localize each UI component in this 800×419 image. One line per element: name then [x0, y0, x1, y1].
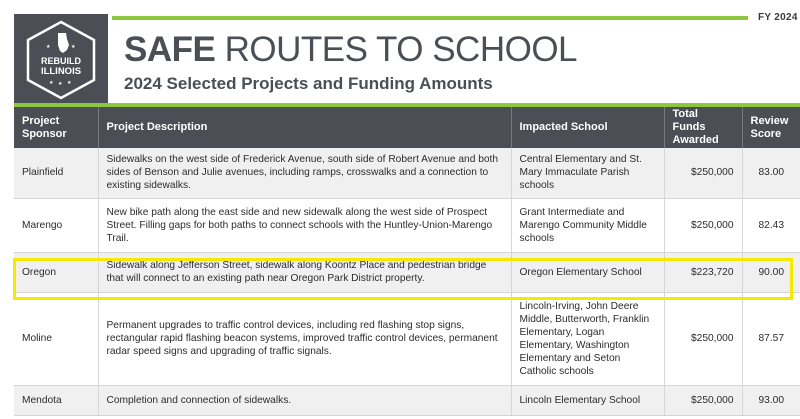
column-header-score: Review Score [742, 107, 800, 148]
hexagon-badge-icon [14, 14, 108, 106]
illinois-map-icon [58, 33, 69, 53]
cell-funds: $250,000 [664, 148, 742, 198]
table-row [14, 198, 800, 252]
svg-text:★: ★ [49, 80, 54, 86]
cell-description: Sidewalks on the west side of Frederick Avenue, south side of Robert Avenue and both sides of Benson and Julie avenues, including ramps, crosswalks and a connection to existing sidewalks. [98, 148, 511, 198]
fiscal-year-label: FY 2024 [758, 12, 798, 23]
rebuild-illinois-logo [14, 14, 108, 106]
cell-score: 82.43 [742, 198, 800, 252]
cell-school: Oregon Elementary School [511, 252, 664, 292]
cell-description: Completion and connection of sidewalks. [98, 385, 511, 415]
cell-description: Sidewalk along Jefferson Street, sidewalk along Koontz Place and pedestrian bridge that will connect to an existing path near Oregon Park District property. [98, 252, 511, 292]
cell-sponsor: Moline [14, 292, 98, 385]
title-bold: SAFE [124, 30, 216, 69]
cell-school: Lincoln-Irving, John Deere Middle, Butterworth, Franklin Elementary, Logan Elementary, Washington Elementary and Seton Catholic schools [511, 292, 664, 385]
column-header-description: Project Description [98, 107, 511, 148]
column-header-funds: Total Funds Awarded [664, 107, 742, 148]
table-row-highlighted [14, 252, 800, 292]
cell-sponsor: Plainfield [14, 148, 98, 198]
table-row [14, 385, 800, 415]
cell-funds: $250,000 [664, 385, 742, 415]
cell-sponsor: Marengo [14, 198, 98, 252]
svg-text:★: ★ [71, 44, 76, 50]
logo-text-rebuild: REBUILD [41, 56, 81, 66]
column-header-school: Impacted School [511, 107, 664, 148]
table-header-row [14, 107, 800, 148]
cell-score: 90.00 [742, 252, 800, 292]
svg-text:★: ★ [46, 44, 51, 50]
column-header-sponsor: Project Sponsor [14, 107, 98, 148]
cell-school: Central Elementary and St. Mary Immaculate Parish schools [511, 148, 664, 198]
cell-sponsor: Mendota [14, 385, 98, 415]
page-title [124, 30, 577, 70]
cell-sponsor: Oregon [14, 252, 98, 292]
cell-score: 87.57 [742, 292, 800, 385]
table-row [14, 292, 800, 385]
table-row [14, 148, 800, 198]
svg-text:★: ★ [58, 81, 63, 87]
cell-funds: $250,000 [664, 198, 742, 252]
projects-table [14, 107, 800, 416]
cell-school: Lincoln Elementary School [511, 385, 664, 415]
cell-description: Permanent upgrades to traffic control devices, including red flashing stop signs, rectangular rapid flashing beacon systems, improved traffic control devices, permanent radar speed signs and upgrading of traffic signals. [98, 292, 511, 385]
logo-text-illinois: ILLINOIS [40, 66, 82, 77]
header-accent-line [112, 16, 748, 20]
cell-school: Grant Intermediate and Marengo Community Middle schools [511, 198, 664, 252]
cell-funds: $250,000 [664, 292, 742, 385]
cell-funds: $223,720 [664, 252, 742, 292]
cell-score: 93.00 [742, 385, 800, 415]
title-rest: ROUTES TO SCHOOL [215, 30, 578, 69]
cell-score: 83.00 [742, 148, 800, 198]
svg-text:★: ★ [67, 80, 72, 86]
cell-description: New bike path along the east side and new sidewalk along the west side of Prospect Street. Filling gaps for both paths to connect schools with the Huntley-Union-Marengo Trail. [98, 198, 511, 252]
page-subtitle: 2024 Selected Projects and Funding Amounts [124, 74, 493, 93]
